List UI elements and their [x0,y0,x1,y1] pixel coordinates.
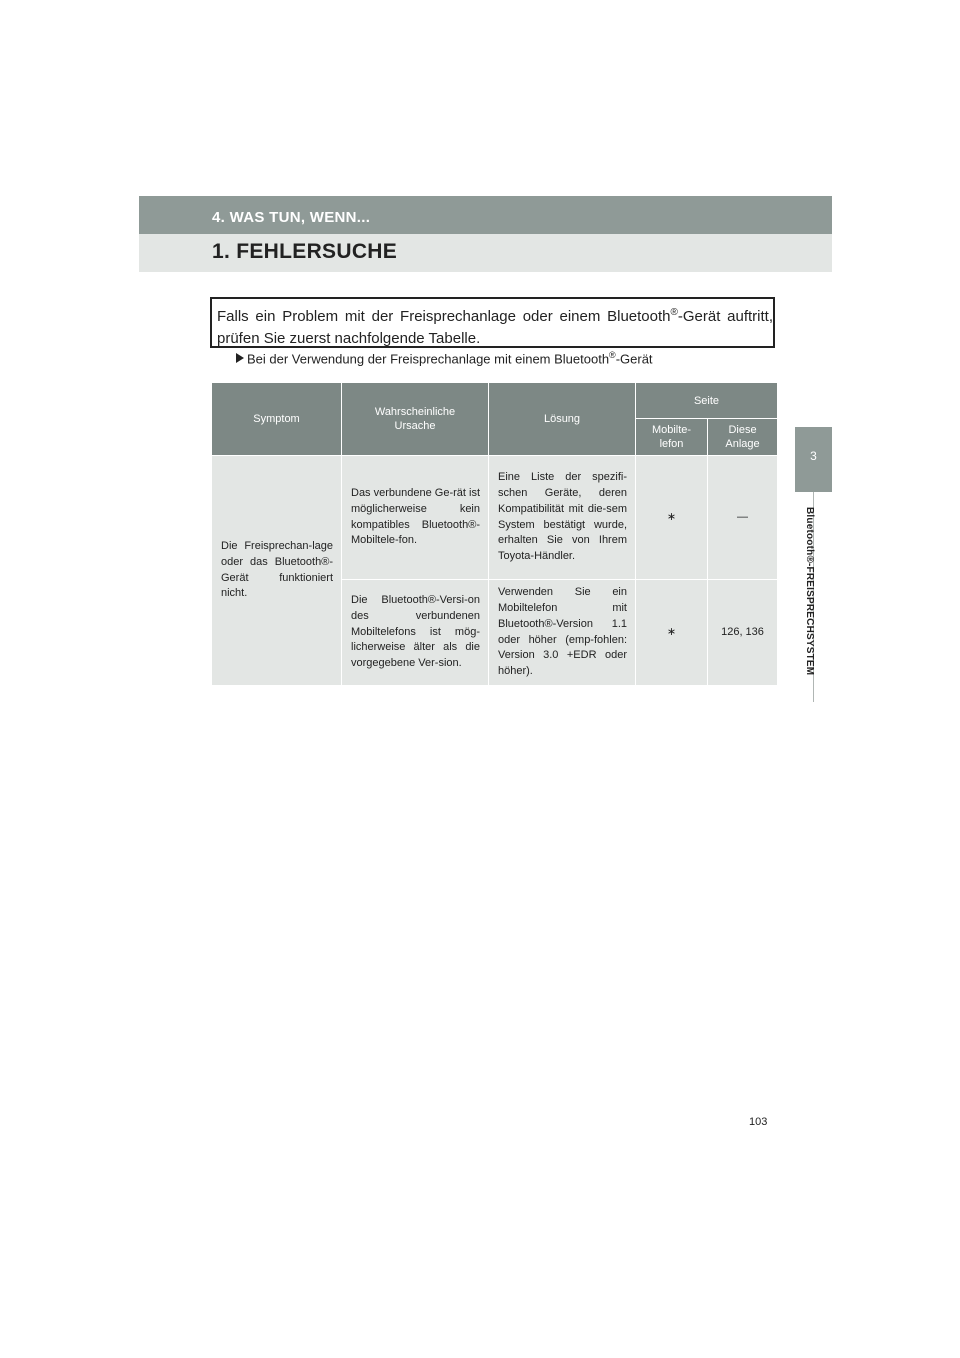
header-system: Diese Anlage [708,419,778,456]
header-symptom: Symptom [212,383,342,456]
phone-page-cell: ∗ [636,580,708,686]
section-title: 4. WAS TUN, WENN... [212,209,371,226]
solution-cell: Eine Liste der spezifi-schen Geräte, deren Kompatibilität mit die-sem System bestätigt wurde, erhalten Sie von Ihrem Toyota-Händler. [489,456,636,580]
chapter-label-container [804,507,815,707]
intro-box [210,297,775,348]
chapter-tab [795,427,832,492]
intro-text-2: -Gerät auftritt, prüfen Sie zuerst nachfolgende Tabelle. [217,308,773,347]
phone-page-cell: ∗ [636,456,708,580]
chapter-number: 3 [810,449,817,463]
table-row [212,456,778,580]
section-header [139,196,832,234]
cause-cell: Die Bluetooth®-Versi-on des verbundenen Mobiltelefons ist mög-licherweise älter als die vorgegebene Ver-sion. [342,580,489,686]
system-page-cell: 126, 136 [708,580,778,686]
header-page: Seite [636,383,778,419]
intro-reg: ® [670,307,678,318]
intro-text-1: Falls ein Problem mit der Freisprechanlage oder einem Bluetooth [217,308,671,325]
bullet-text-2: -Gerät [615,351,653,367]
header-solution: Lösung [489,383,636,456]
chapter-label: Bluetooth®-FREISPRECHSYSTEM [804,507,815,676]
page-title-bar [139,234,832,272]
bullet-heading [236,350,653,366]
troubleshooting-table [211,382,778,686]
page-title: 1. FEHLERSUCHE [212,240,398,263]
cause-cell: Das verbundene Ge-rät ist möglicherweise kein kompatibles Bluetooth®-Mobiltele-fon. [342,456,489,580]
solution-cell: Verwenden Sie ein Mobiltelefon mit Bluetooth®-Version 1.1 oder höher (emp-fohlen: Version 3.0 +EDR oder höher). [489,580,636,686]
triangle-bullet-icon [236,353,244,363]
header-cause: Wahrscheinliche Ursache [342,383,489,456]
page-number: 103 [749,1116,768,1128]
bullet-text-1: Bei der Verwendung der Freisprechanlage mit einem Bluetooth [247,351,610,367]
system-page-cell: — [708,456,778,580]
header-phone: Mobilte-lefon [636,419,708,456]
bullet-reg: ® [609,350,616,360]
symptom-cell: Die Freisprechan-lage oder das Bluetooth®-Gerät funktioniert nicht. [212,456,342,686]
